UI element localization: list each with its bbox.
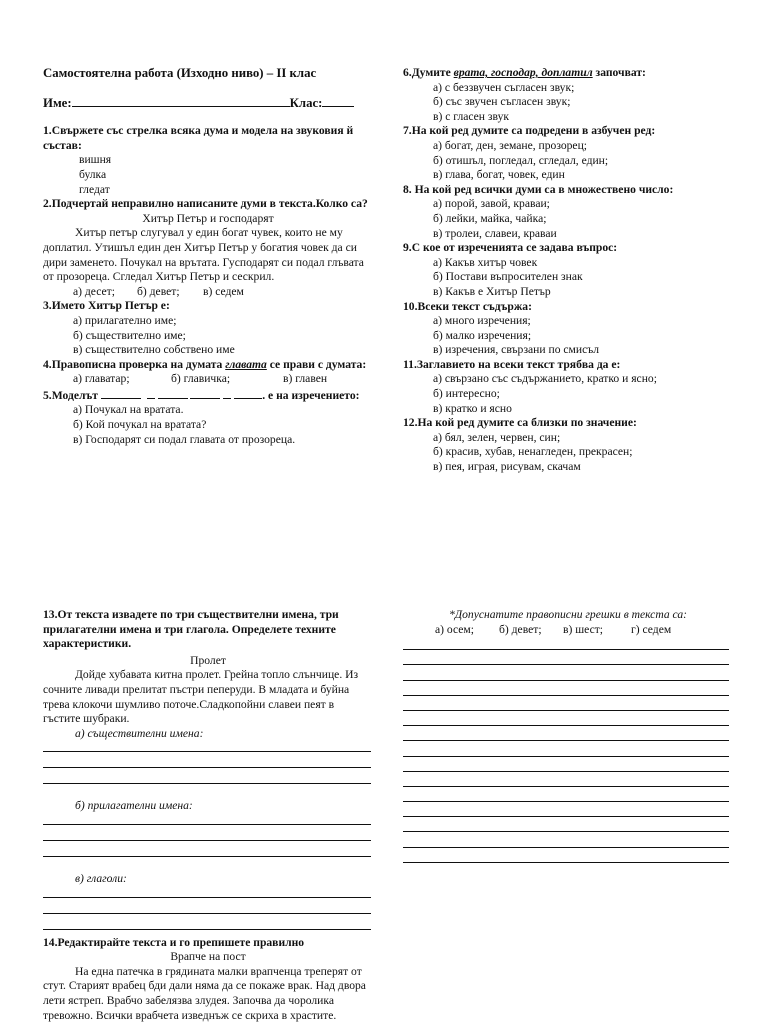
name-class-line xyxy=(43,95,373,111)
question-14-text: 14.Редактирайте текста и го препишете правилно xyxy=(43,935,305,949)
q2-option[interactable]: а) десет; xyxy=(73,284,115,298)
left-column-bottom xyxy=(43,608,373,1023)
q3-option[interactable]: в) съществително собствено име xyxy=(73,343,235,357)
answer-line[interactable] xyxy=(43,840,371,841)
left-column-top xyxy=(43,66,373,447)
errors-note: *Допуснатите правописни грешки в текста са: xyxy=(448,608,688,621)
errors-option[interactable]: а) осем; xyxy=(435,622,474,636)
q5-option[interactable]: а) Почукал на вратата. xyxy=(73,403,184,417)
q8-option[interactable]: в) тролеи, славеи, краваи xyxy=(433,226,557,240)
q7-option[interactable]: в) глава, богат, човек, един xyxy=(433,168,565,182)
model-blank xyxy=(101,387,141,399)
page-title: Самостоятелна работа (Изходно ниво) – II клас xyxy=(43,66,317,80)
q11-option[interactable]: а) свързано със съдържанието, кратко и ясно; xyxy=(433,372,657,386)
rewrite-lines xyxy=(403,649,733,863)
answer-line[interactable] xyxy=(403,847,729,848)
answer-line[interactable] xyxy=(403,756,729,757)
answer-line[interactable] xyxy=(403,680,729,681)
question-1-text: 1.Свържете със стрелка всяка дума и модела на звуковия й състав: xyxy=(43,124,354,152)
q9-option[interactable]: а) Какъв хитър човек xyxy=(433,255,538,269)
q7-option[interactable]: а) богат, ден, земане, прозорец; xyxy=(433,138,587,152)
q10-option[interactable]: б) малко изречения; xyxy=(433,328,532,342)
answer-line[interactable] xyxy=(403,862,729,863)
q4-option[interactable]: б) главичка; xyxy=(171,372,231,386)
q3-option[interactable]: а) прилагателно име; xyxy=(73,313,177,327)
question-4 xyxy=(43,358,373,387)
q4-option[interactable]: в) главен xyxy=(283,372,328,386)
question-5-text: 5.Моделът . е на изречението: xyxy=(43,388,360,402)
q13-adjectives-lines xyxy=(43,824,373,857)
q3-option[interactable]: б) съществително име; xyxy=(73,328,186,342)
q6-target-words: врата, господар, доплатил xyxy=(453,66,593,79)
question-2-text: 2.Подчертай неправилно написаните думи в текста.Колко са? xyxy=(43,197,368,211)
question-4-text: 4.Правописна проверка на думата главата се прави с думата: xyxy=(43,357,367,371)
answer-line[interactable] xyxy=(43,751,371,752)
q11-option[interactable]: б) интересно; xyxy=(433,387,500,401)
q4-option[interactable]: а) главатар; xyxy=(73,372,130,386)
answer-line[interactable] xyxy=(403,816,729,817)
question-10-text: 10.Всеки текст съдържа: xyxy=(403,299,532,313)
answer-line[interactable] xyxy=(43,897,371,898)
answer-line[interactable] xyxy=(403,771,729,772)
q12-option[interactable]: в) пея, играя, рисувам, скачам xyxy=(433,460,581,474)
question-13 xyxy=(43,608,373,930)
answer-line[interactable] xyxy=(43,856,371,857)
model-blank xyxy=(234,387,262,399)
question-11-text: 11.Заглавието на всеки текст трябва да е: xyxy=(403,357,621,371)
q12-option[interactable]: б) красив, хубав, ненагледен, прекрасен; xyxy=(433,445,633,459)
q1-word: вишня xyxy=(79,153,112,167)
q11-option[interactable]: в) кратко и ясно xyxy=(433,401,512,415)
q9-option[interactable]: в) Какъв е Хитър Петър xyxy=(433,284,551,298)
question-14 xyxy=(43,936,373,1024)
answer-line[interactable] xyxy=(403,664,729,665)
q2-options xyxy=(43,285,373,300)
q13-verbs-label: в) глаголи: xyxy=(75,871,127,885)
answer-line[interactable] xyxy=(43,929,371,930)
answer-line[interactable] xyxy=(403,801,729,802)
question-8-text: 8. На кой ред всички думи са в множествено число: xyxy=(403,182,674,196)
answer-line[interactable] xyxy=(403,725,729,726)
q5-option[interactable]: в) Господарят си подал главата от прозореца. xyxy=(73,432,296,446)
q2-story: Хитър петър слугувал у един богат чувек, които не му доплатил. Утишъл един ден Хитър Петър у богатия човек да си дири заменето. Почукал на врътата. Гусподарят си подал глъвата от прозореца. Сгледал Хитър Петър и сескрил. xyxy=(43,226,364,284)
name-field[interactable] xyxy=(72,95,290,107)
q13-story: Дойде хубавата китна пролет. Грейна топло слънчице. Из сочните ливади прелитат пъстри пеперуди. В младата и буйна трева клокочи шумливо поточе.Сладкопойни славеи пеят в гъстите шубраки. xyxy=(43,668,359,726)
q6-option[interactable]: б) със звучен съгласен звук; xyxy=(433,95,571,109)
q10-option[interactable]: а) много изречения; xyxy=(433,314,531,328)
question-10 xyxy=(403,300,733,358)
model-blank xyxy=(147,387,155,399)
right-column-bottom xyxy=(403,608,733,877)
q5-option[interactable]: б) Кой почукал на вратата? xyxy=(73,418,207,432)
errors-option[interactable]: б) девет; xyxy=(499,622,542,636)
q2-story-title: Хитър Петър и господарят xyxy=(142,211,274,225)
q8-option[interactable]: б) лейки, майка, чайка; xyxy=(433,211,547,225)
answer-line[interactable] xyxy=(403,710,729,711)
errors-options xyxy=(403,623,733,638)
q6-option[interactable]: а) с беззвучен съгласен звук; xyxy=(433,80,575,94)
q10-option[interactable]: в) изречения, свързани по смисъл xyxy=(433,343,599,357)
question-7 xyxy=(403,124,733,182)
q4-target-word: главата xyxy=(225,357,267,371)
q2-option[interactable]: в) седем xyxy=(203,284,244,298)
question-8 xyxy=(403,183,733,241)
question-7-text: 7.На кой ред думите са подредени в азбучен ред: xyxy=(403,124,656,138)
q14-story-title: Врапче на пост xyxy=(170,950,246,964)
question-1 xyxy=(43,124,373,197)
q14-story: На една патечка в грядината малки врапченца треперят от стут. Старият врабец бди дали няма да се покаже врак. Над двора лети ястреп. Врабчо забелязва злудея. Започва да чоролика тревожно. Всички врабчета изведнъж се скриха в храстите. xyxy=(43,964,366,1022)
answer-line[interactable] xyxy=(43,824,371,825)
q8-option[interactable]: а) порой, завой, краваи; xyxy=(433,197,550,211)
question-9-text: 9.С кое от изреченията се задава въпрос: xyxy=(403,241,618,255)
q9-option[interactable]: б) Постави въпросителен знак xyxy=(433,270,583,284)
answer-line[interactable] xyxy=(43,767,371,768)
question-11 xyxy=(403,358,733,416)
answer-line[interactable] xyxy=(403,740,729,741)
class-field[interactable] xyxy=(322,95,354,107)
model-blank xyxy=(223,387,231,399)
question-13-text: 13.От текста извадете по три съществителни имена, три прилагателни имена и три глагола. Определете техните характеристики. xyxy=(43,608,339,651)
q13-nouns-lines xyxy=(43,751,373,784)
q13-verbs-lines xyxy=(43,897,373,930)
question-2 xyxy=(43,197,373,299)
answer-line[interactable] xyxy=(43,913,371,914)
name-label: Име: xyxy=(43,95,72,110)
question-6-text: 6.Думите врата, господар, доплатил започват: xyxy=(403,66,646,79)
question-3 xyxy=(43,299,373,357)
answer-line[interactable] xyxy=(403,831,729,832)
answer-line[interactable] xyxy=(403,649,729,650)
question-12 xyxy=(403,416,733,474)
q1-word: гледат xyxy=(79,182,110,196)
question-12-text: 12.На кой ред думите са близки по значение: xyxy=(403,416,637,430)
q7-option[interactable]: б) отишъл, погледал, сгледал, един; xyxy=(433,153,609,167)
class-label: Клас: xyxy=(289,95,323,110)
q13-story-title: Пролет xyxy=(190,653,226,667)
model-blank xyxy=(190,387,220,399)
answer-line[interactable] xyxy=(403,695,729,696)
question-5 xyxy=(43,387,373,447)
question-6 xyxy=(403,66,733,124)
q13-adjectives-label: б) прилагателни имена: xyxy=(75,799,193,813)
question-9 xyxy=(403,241,733,299)
q1-word: булка xyxy=(79,167,107,181)
q4-options xyxy=(43,372,373,387)
q12-option[interactable]: а) бял, зелен, червен, син; xyxy=(433,430,561,444)
question-3-text: 3.Името Хитър Петър е: xyxy=(43,299,170,313)
model-blank xyxy=(158,387,188,399)
q2-option[interactable]: б) девет; xyxy=(137,284,180,298)
errors-option[interactable]: г) седем xyxy=(631,622,672,636)
q13-nouns-label: а) съществителни имена: xyxy=(75,726,204,740)
answer-line[interactable] xyxy=(403,786,729,787)
right-column-top xyxy=(403,66,733,475)
q6-option[interactable]: в) с гласен звук xyxy=(433,109,509,123)
errors-option[interactable]: в) шест; xyxy=(563,622,604,636)
answer-line[interactable] xyxy=(43,783,371,784)
